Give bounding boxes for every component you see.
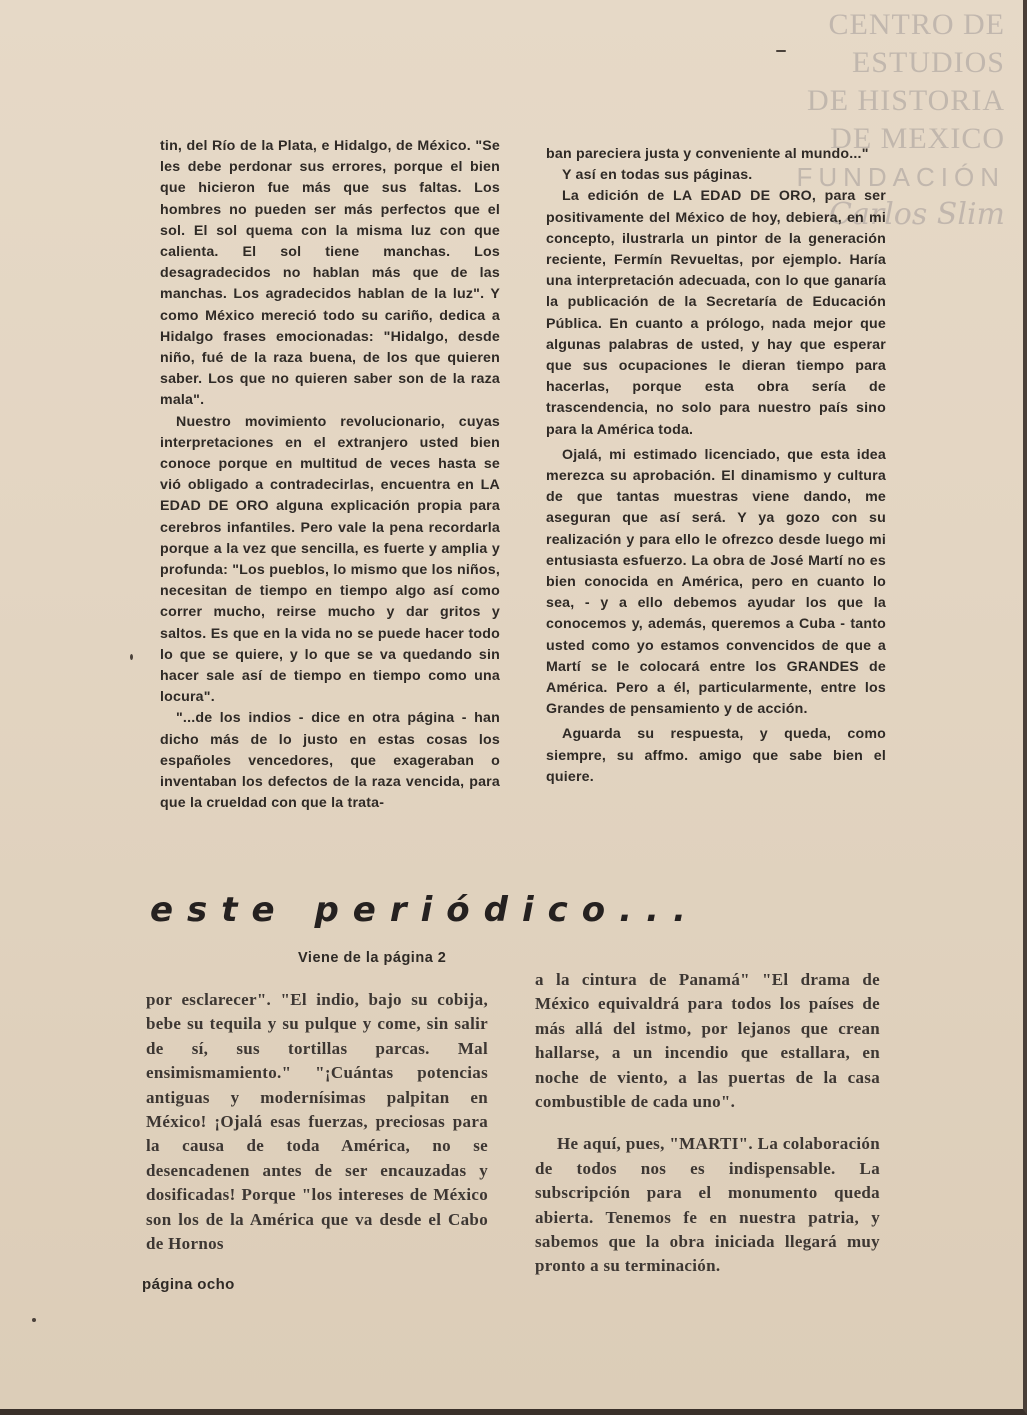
letter-paragraph: Y así en todas sus páginas.: [562, 167, 753, 184]
watermark-line: FUNDACIÓN: [796, 162, 1005, 192]
letter-paragraph: "...de los indios - dice en otra página - han dicho más de lo justo en estas cosas los españoles vencedores, que exageraban o inventaban los defectos de la raza vencida, para que la crueldad con que la trata-: [160, 710, 500, 812]
letter-paragraph: ban pareciera justa y conveniente al mundo...": [546, 146, 869, 162]
letter-paragraph: La edición de LA EDAD DE ORO, para ser positivamente del México de hoy, debiera, en mi concepto, ilustrarla un pintor de la generación reciente, Fermín Revueltas, por ejemplo. Haría una interpretación adecuada, con lo que ganaría la publicación de la Secretaría de Educación Pública. En cuanto a prólogo, nada mejor que algunas palabras de usted, y hay que esperar que sus ocupaciones le dieran tiempo para hacerlas, porque esta obra sería de trascendencia, no solo para nuestro país sino para la América toda.: [546, 188, 886, 438]
letter-paragraph: tin, del Río de la Plata, e Hidalgo, de México. "Se les debe perdonar sus errores, porque el bien que hicieron fue más que sus faltas. Los hombres no pueden ser más perfectos que el sol. El sol quema con la misma luz con que calienta. El sol tiene manchas. Los desagradecidos no hablan más que de las manchas. Los agradecidos hablan de la luz". Y como México mereció todo su cariño, dedica a Hidalgo frases emocionadas: "Hidalgo, desde niño, fué de la raza buena, de los que quieren saber. Los que no quieren saber son de la raza mala".: [160, 138, 500, 409]
letter-paragraph: Ojalá, mi estimado licenciado, que esta idea merezca su aprobación. El dinamismo y cultura de que tantas muestras viene dando, me aseguran que así será. Y ya gozo con su realización y para ello le ofrezco desde luego mi entusiasta esfuerzo. La obra de José Martí no es bien conocida en América, pero en cuanto lo sea, - y a ello debemos ayudar los que la conocemos y, además, queremos a Cuba - tanto usted como yo estamos convencidos de que a Martí se le colocará entre los GRANDES de América. Pero a él, particularmente, entre los Grandes de pensamiento y de acción.: [546, 446, 886, 718]
page-number: página ocho: [142, 1276, 235, 1293]
article-paragraph: a la cintura de Panamá" "El drama de México equivaldrá para todos los países de más allá del istmo, por lejanos que crean hallarse, a un incendio que estallara, en noche de viento, a las puertas de la casa combustible de cada uno".: [535, 970, 880, 1112]
article-paragraph: por esclarecer". "El indio, bajo su cobija, bebe su tequila y su pulque y come, sin salir de sí, sus tortillas parcas. Mal ensimismamiento." "¡Cuántas potencias antiguas y modernísimas palpitan en México! ¡Ojalá esas fuerzas, preciosas para la causa de toda América, no se desencadenen antes de ser encauzadas y dosificadas! Porque "los intereses de México son los de la América que va desde el Cabo de Hornos: [146, 990, 488, 1254]
article-column-left: [146, 988, 488, 1256]
watermark-line: DE MEXICO: [830, 122, 1005, 155]
watermark-line: CENTRO DE: [828, 8, 1005, 41]
watermark-signature: Carlos Slim: [829, 197, 1005, 232]
letter-column-right: [546, 144, 886, 788]
letter-paragraph: Nuestro movimiento revolucionario, cuyas interpretaciones en el extranjero usted bien conoce porque en multitud de veces hasta se vió obligado a contradecirlas, encuentra en LA EDAD DE ORO alguna explicación propia para cerebros infantiles. Pero vale la pena recordarla porque a la vez que sencilla, es fuerte y amplia y profunda: "Los pueblos, lo mismo que los niños, necesitan de tiempo en tiempo algo así como correr mucho, reirse mucho y dar gritos y saltos. Es que en la vida no se puede hacer todo lo que se quiere, y lo que se va quedando sin hacer sale así de tiempo en tiempo como una locura".: [160, 413, 500, 706]
continued-from-note: Viene de la página 2: [298, 950, 447, 966]
letter-closing: Aguarda su respuesta, y queda, como siempre, su affmo. amigo que sabe bien el quiere.: [546, 726, 886, 785]
ink-speck: [776, 50, 786, 52]
ink-speck: [130, 654, 133, 660]
watermark-line: DE HISTORIA: [807, 84, 1005, 117]
article-column-right: [535, 968, 880, 1279]
article-headline: este periódico...: [150, 890, 700, 930]
watermark-line: ESTUDIOS: [851, 46, 1005, 79]
letter-column-left: [160, 136, 500, 815]
ink-speck: [32, 1318, 36, 1322]
article-paragraph: He aquí, pues, "MARTI". La colaboración de todos nos es indispensable. La subscripción para el monumento queda abierta. Tenemos fe en nuestra patria, y sabemos que la obra iniciada llegará muy pronto a su terminación.: [535, 1134, 880, 1276]
